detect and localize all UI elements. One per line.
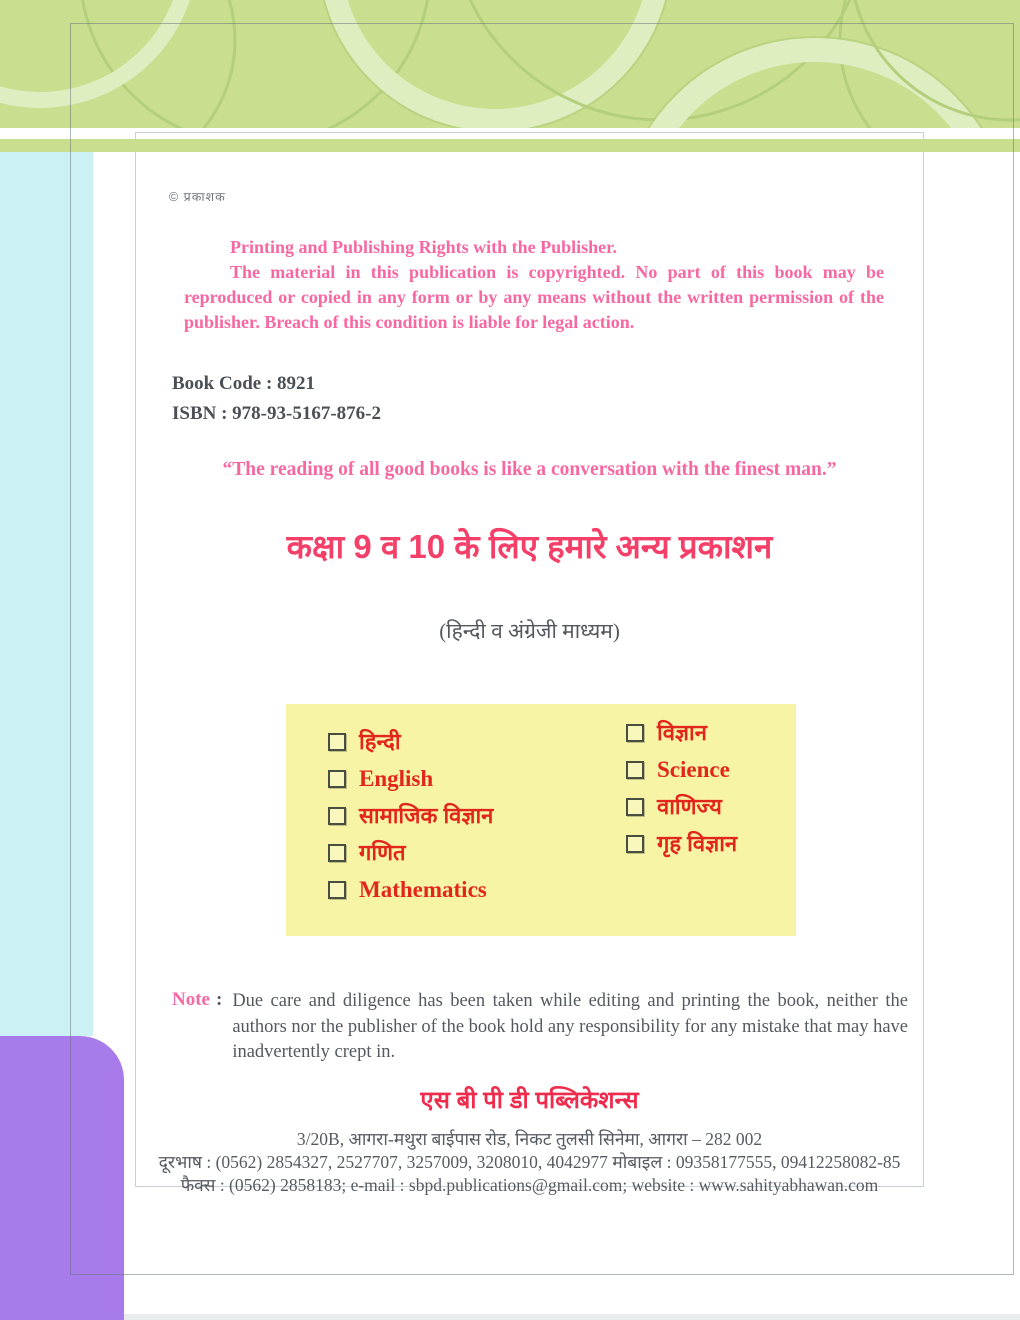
checkbox-icon: [328, 733, 346, 751]
book-info: [172, 369, 381, 429]
left-cyan-strip: [0, 152, 93, 1036]
medium-subheading: (हिन्दी व अंग्रेजी माध्यम): [439, 619, 620, 643]
checkbox-icon: [328, 844, 346, 862]
publication-item: [328, 841, 626, 865]
publication-label: सामाजिक विज्ञान: [359, 803, 494, 828]
publication-item: [328, 767, 626, 791]
checkbox-icon: [328, 770, 346, 788]
thin-green-band: [0, 139, 1020, 152]
copyright-publisher-label: © प्रकाशक: [169, 190, 226, 204]
rights-notice-line1: Printing and Publishing Rights with the Publisher.: [230, 237, 617, 257]
bottom-left-purple-block: [0, 1036, 124, 1320]
publications-column-left: [328, 730, 626, 936]
publication-label: गृह विज्ञान: [657, 831, 738, 856]
publications-column-right: [626, 721, 737, 936]
bottom-edge-strip: [0, 1314, 1020, 1320]
publication-item: [328, 804, 626, 828]
note-text: Due care and diligence has been taken while editing and printing the book, neither the authors nor the publisher of the book hold any responsibility for any mistake that may have inadvertently crept in.: [232, 991, 908, 1062]
publisher-address: 3/20B, आगरा-मथुरा बाईपास रोड, निकट तुलसी सिनेमा, आगरा – 282 002: [296, 1129, 763, 1149]
checkbox-icon: [626, 761, 644, 779]
page-body: [135, 132, 924, 1195]
publisher-phone-line: दूरभाष : (0562) 2854327, 2527707, 3257009, 3208010, 4042977 मोबाइल : 09358177555, 09412258082-85: [158, 1152, 901, 1172]
publication-item: [328, 878, 626, 902]
note-separator: :: [215, 989, 223, 1010]
note-label: Note: [172, 989, 210, 1010]
publication-label: Mathematics: [359, 877, 487, 902]
publication-label: Science: [657, 757, 730, 782]
checkbox-icon: [626, 724, 644, 742]
publication-item: [626, 721, 737, 745]
quote-line: “The reading of all good books is like a conversation with the finest man.”: [222, 459, 837, 480]
rights-notice-paragraph: The material in this publication is copyrighted. No part of this book may be reproduced or copied in any form or by any means without the written permission of the publisher. Breach of this condition is liable for legal action.: [184, 262, 884, 332]
publication-label: वाणिज्य: [657, 794, 722, 819]
checkbox-icon: [626, 835, 644, 853]
publication-item: [626, 832, 737, 856]
book-code: Book Code : 8921: [172, 373, 316, 394]
other-publications-heading: कक्षा 9 व 10 के लिए हमारे अन्य प्रकाशन: [286, 528, 773, 565]
publication-item: [626, 758, 737, 782]
publication-label: गणित: [359, 840, 406, 865]
rights-notice: [184, 235, 884, 335]
isbn: ISBN : 978-93-5167-876-2: [172, 403, 381, 424]
publication-label: English: [359, 766, 434, 791]
publisher-name: एस बी पी डी पब्लिकेशन्स: [420, 1087, 639, 1114]
publication-item: [328, 730, 626, 754]
checkbox-icon: [328, 881, 346, 899]
publication-item: [626, 795, 737, 819]
publications-box: [286, 704, 796, 936]
publication-label: हिन्दी: [359, 729, 401, 754]
publication-label: विज्ञान: [657, 720, 707, 745]
publisher-fax-email-line: फैक्स : (0562) 2858183; e-mail : sbpd.publications@gmail.com; website : www.sahityabhawan.com: [180, 1175, 879, 1195]
top-decorative-band: [0, 0, 1020, 128]
note-block: [172, 989, 908, 1066]
checkbox-icon: [626, 798, 644, 816]
circle-pattern: [0, 0, 1020, 128]
checkbox-icon: [328, 807, 346, 825]
